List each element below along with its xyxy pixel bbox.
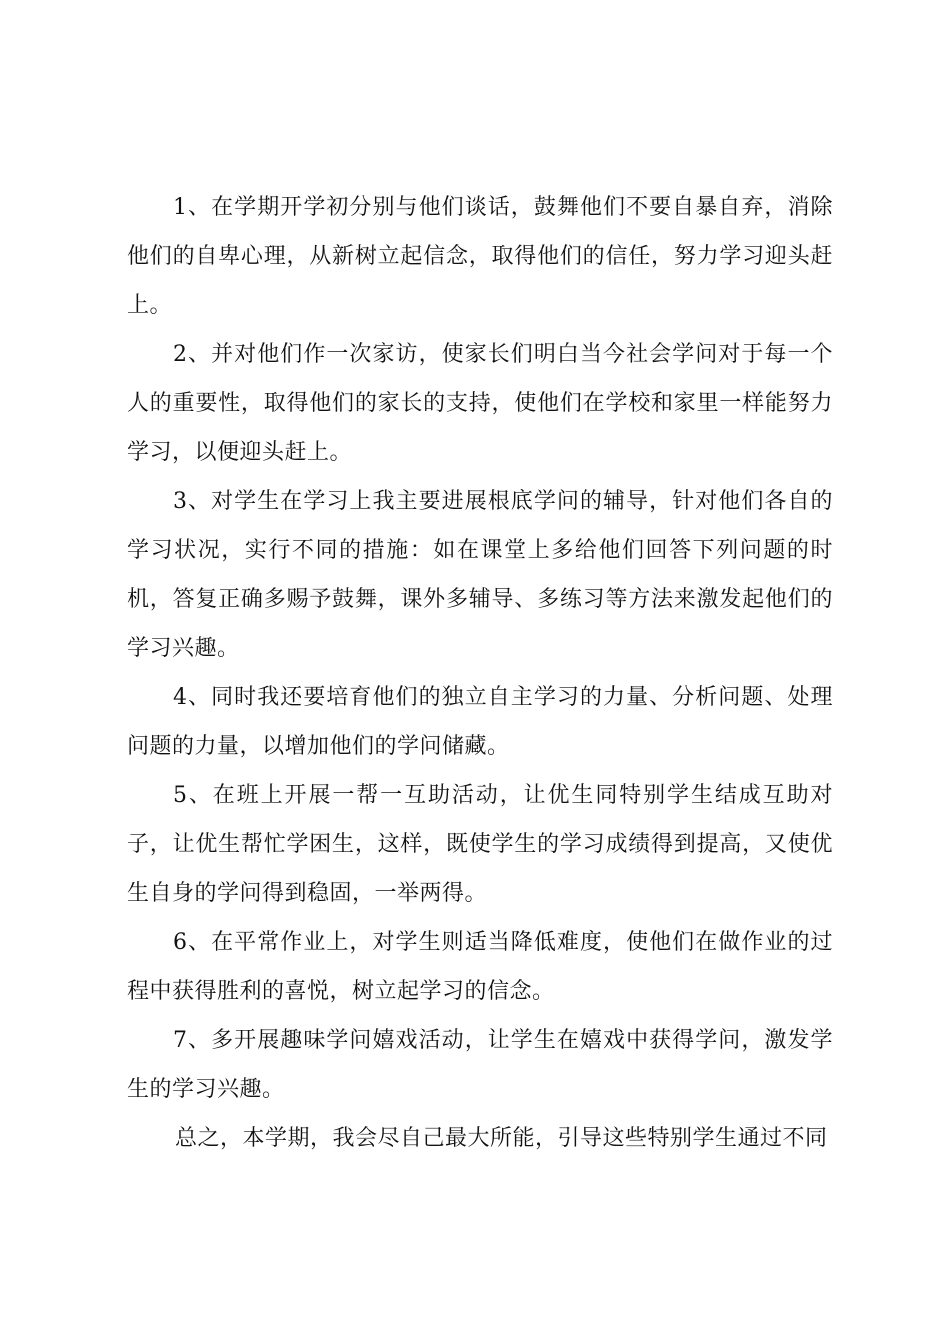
paragraph-3: 3、对学生在学习上我主要进展根底学问的辅导，针对他们各自的学习状况，实行不同的措施：如在课堂上多给他们回答下列问题的时机，答复正确多赐予鼓舞，课外多辅导、多练习等方法来激发起他们的学习兴趣。 bbox=[127, 489, 833, 661]
paragraph-summary: 总之，本学期，我会尽自己最大所能，引导这些特别学生通过不同 bbox=[175, 1126, 828, 1151]
paragraph-4: 4、同时我还要培育他们的独立自主学习的力量、分析问题、处理问题的力量，以增加他们的学问储藏。 bbox=[127, 685, 833, 759]
paragraph-6: 6、在平常作业上，对学生则适当降低难度，使他们在做作业的过程中获得胜利的喜悦，树立起学习的信念。 bbox=[127, 930, 833, 1004]
paragraph-5: 5、在班上开展一帮一互助活动，让优生同特别学生结成互助对子，让优生帮忙学困生，这样，既使学生的学习成绩得到提高，又使优生自身的学问得到稳固，一举两得。 bbox=[127, 783, 833, 906]
paragraph-2: 2、并对他们作一次家访，使家长们明白当今社会学问对于每一个人的重要性，取得他们的家长的支持，使他们在学校和家里一样能努力学习，以便迎头赶上。 bbox=[127, 342, 833, 465]
paragraph-1: 1、在学期开学初分别与他们谈话，鼓舞他们不要自暴自弃，消除他们的自卑心理，从新树立起信念，取得他们的信任，努力学习迎头赶上。 bbox=[127, 195, 833, 318]
document-body bbox=[127, 183, 833, 1163]
paragraph-7: 7、多开展趣味学问嬉戏活动，让学生在嬉戏中获得学问，激发学生的学习兴趣。 bbox=[127, 1028, 833, 1102]
